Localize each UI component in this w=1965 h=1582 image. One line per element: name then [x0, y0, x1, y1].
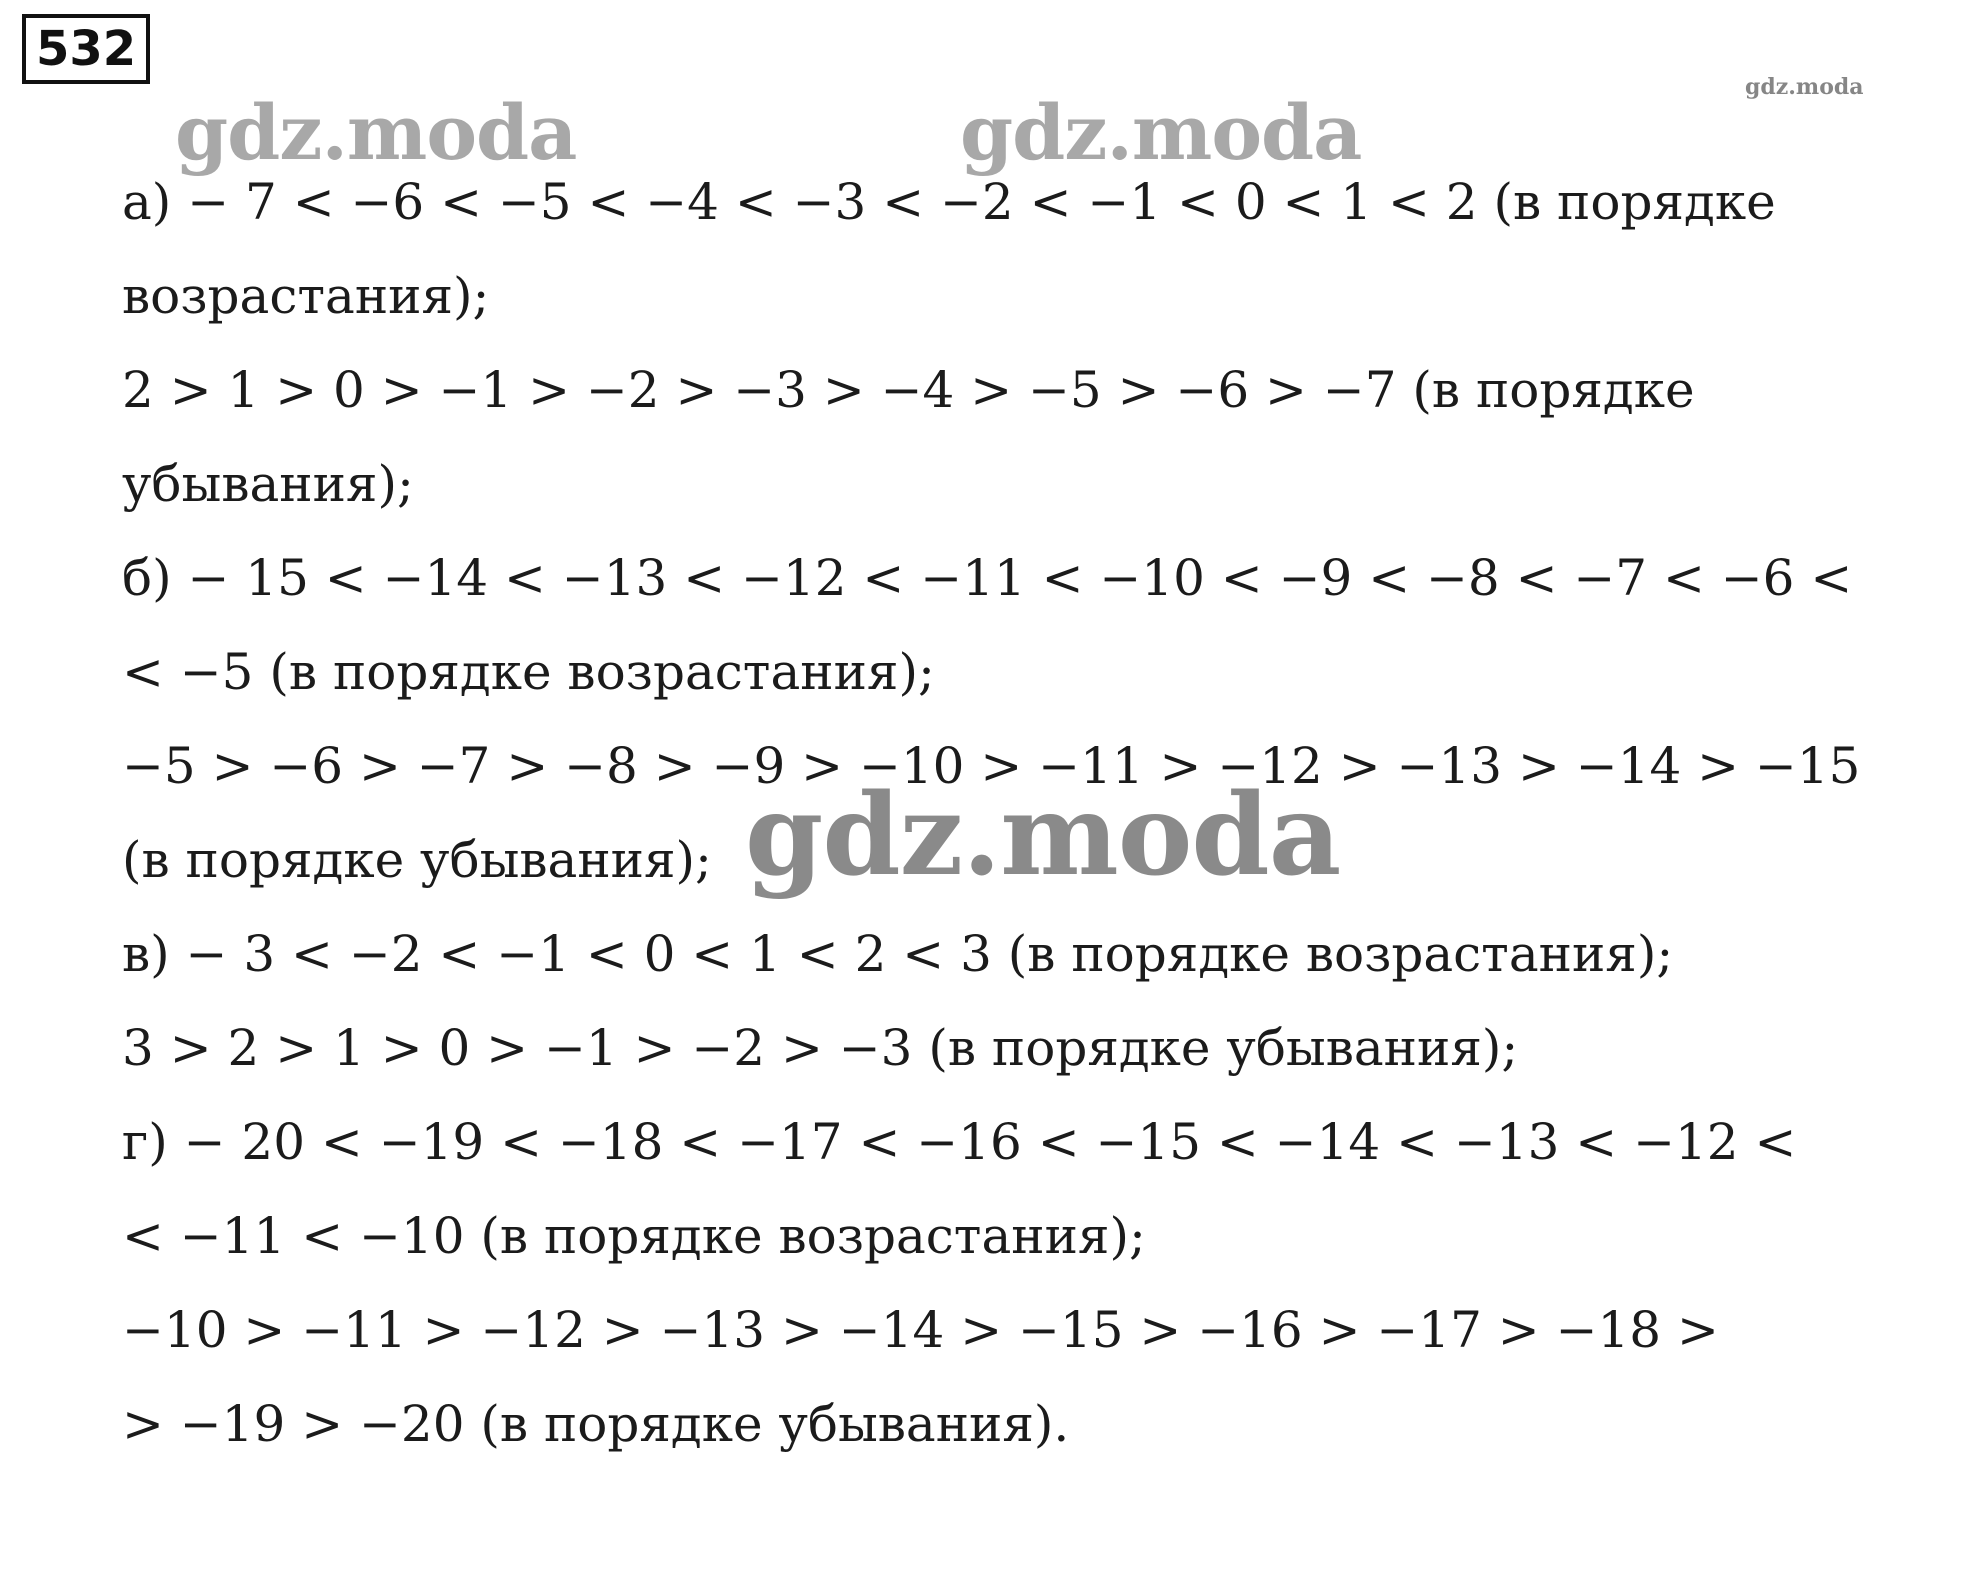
solution-line-a-2: возрастания); — [122, 267, 490, 325]
problem-number-box: 532 — [22, 14, 150, 84]
solution-line-b-1: б) − 15 < −14 < −13 < −12 < −11 < −10 < −9 < −8 < −7 < −6 < — [122, 549, 1853, 607]
solution-line-g-1: г) − 20 < −19 < −18 < −17 < −16 < −15 < −14 < −13 < −12 < — [122, 1113, 1797, 1171]
watermark-middle: gdz.moda — [745, 770, 1341, 901]
solution-line-a-3: 2 > 1 > 0 > −1 > −2 > −3 > −4 > −5 > −6 > −7 (в порядке — [122, 361, 1695, 419]
watermark-small: gdz.moda — [1745, 74, 1864, 100]
solution-line-g-3: −10 > −11 > −12 > −13 > −14 > −15 > −16 > −17 > −18 > — [122, 1301, 1719, 1359]
solution-line-a-1: а) − 7 < −6 < −5 < −4 < −3 < −2 < −1 < 0 < 1 < 2 (в порядке — [122, 173, 1776, 231]
solution-line-b-3: −5 > −6 > −7 > −8 > −9 > −10 > −11 > −12 > −13 > −14 > −15 — [122, 737, 1861, 795]
solution-line-v-2: 3 > 2 > 1 > 0 > −1 > −2 > −3 (в порядке убывания); — [122, 1019, 1519, 1077]
watermark-center: gdz.moda — [960, 88, 1362, 177]
solution-line-v-1: в) − 3 < −2 < −1 < 0 < 1 < 2 < 3 (в порядке возрастания); — [122, 925, 1674, 983]
solution-line-a-4: убывания); — [122, 455, 414, 513]
solution-line-b-4: (в порядке убывания); — [122, 831, 712, 889]
solution-line-b-2: < −5 (в порядке возрастания); — [122, 643, 935, 701]
watermark-left: gdz.moda — [175, 88, 577, 177]
solution-text — [122, 164, 1942, 1480]
solution-line-g-2: < −11 < −10 (в порядке возрастания); — [122, 1207, 1146, 1265]
solution-line-g-4: > −19 > −20 (в порядке убывания). — [122, 1395, 1070, 1453]
